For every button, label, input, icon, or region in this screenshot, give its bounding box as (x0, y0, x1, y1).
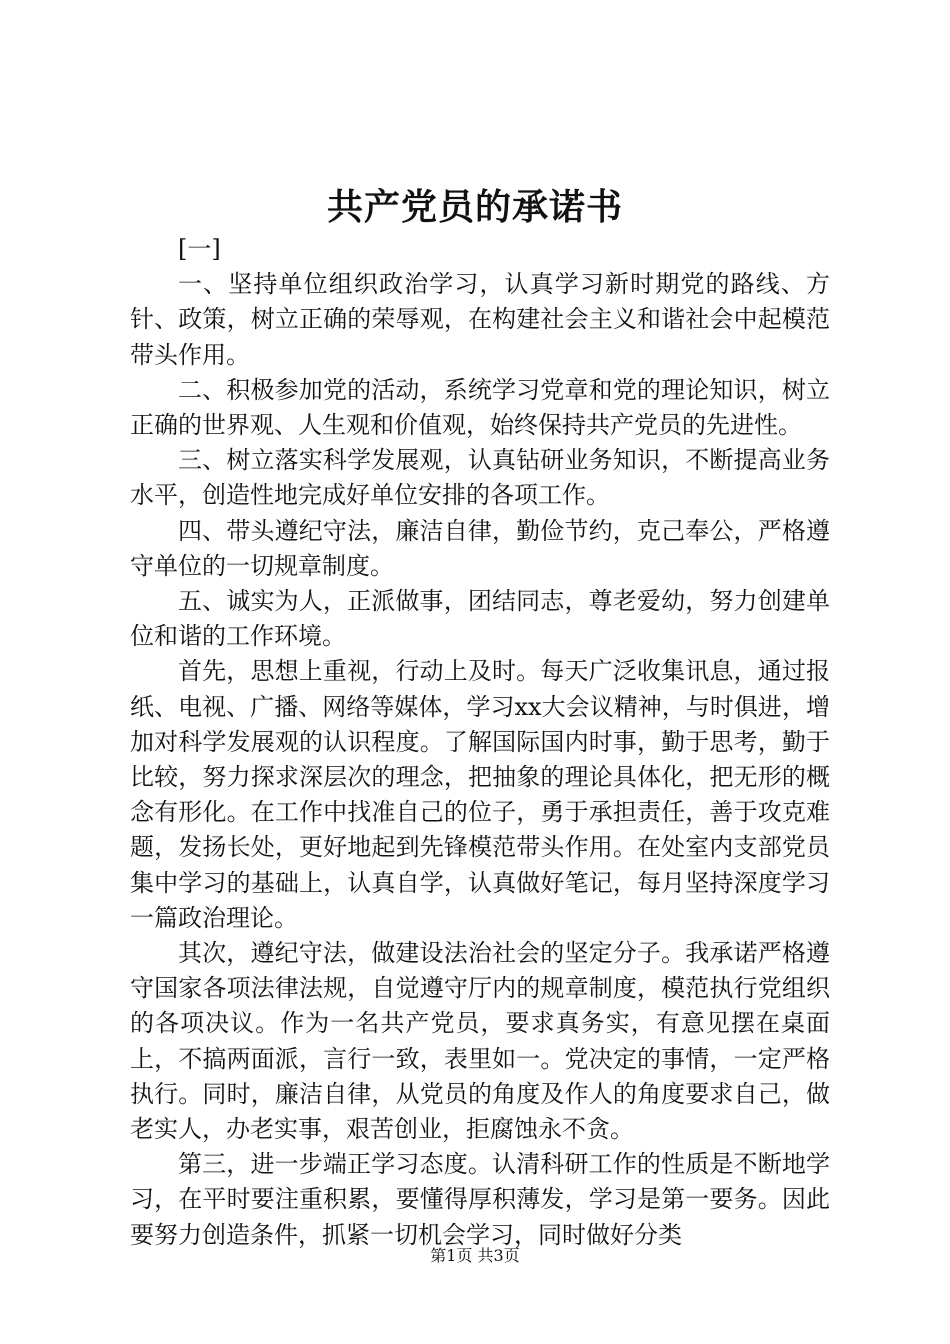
document-title: 共产党员的承诺书 (326, 186, 623, 228)
paragraph-first: 首先，思想上重视，行动上及时。每天广泛收集讯息，通过报纸、电视、广播、网络等媒体，学习xx大会议精神，与时俱进，增加对科学发展观的认识程度。了解国际国内时事，勤于思考，勤于比较，努力探求深层次的理念，把抽象的理论具体化，把无形的概念有形化。在工作中找准自己的位子，勇于承担责任，善于攻克难题，发扬长处，更好地起到先锋模范带头作用。在处室内支部党员集中学习的基础上，认真自学，认真做好笔记，每月坚持深度学习一篇政治理论。 (130, 657, 830, 932)
paragraph-commitment-3: 三、树立落实科学发展观，认真钻研业务知识，不断提高业务水平，创造性地完成好单位安排的各项工作。 (130, 446, 830, 510)
paragraph-commitment-2: 二、积极参加党的活动，系统学习党章和党的理论知识，树立正确的世界观、人生观和价值观，始终保持共产党员的先进性。 (130, 375, 830, 440)
paragraph-third: 第三，进一步端正学习态度。认清科研工作的性质是不断地学习，在平时要注重积累，要懂得厚积薄发，学习是第一要务。因此要努力创造条件，抓紧一切机会学习，同时做好分类 (130, 1150, 830, 1249)
paragraph-commitment-4: 四、带头遵纪守法，廉洁自律，勤俭节约，克己奉公，严格遵守单位的一切规章制度。 (130, 516, 830, 580)
paragraph-commitment-5: 五、诚实为人，正派做事，团结同志，尊老爱幼，努力创建单位和谐的工作环境。 (130, 587, 830, 651)
section-marker: [一] (178, 235, 221, 263)
document-body (130, 232, 830, 1253)
paragraph-commitment-1: 一、坚持单位组织政治学习，认真学习新时期党的路线、方针、政策，树立正确的荣辱观，在构建社会主义和谐社会中起模范带头作用。 (130, 270, 830, 369)
page-number-footer: 第1页 共3页 (430, 1246, 520, 1265)
paragraph-second: 其次，遵纪守法，做建设法治社会的坚定分子。我承诺严格遵守国家各项法律法规，自觉遵守厅内的规章制度，模范执行党组织的各项决议。作为一名共产党员，要求真务实，有意见摆在桌面上，不搞两面派，言行一致，表里如一。党决定的事情，一定严格执行。同时，廉洁自律，从党员的角度及作人的角度要求自己，做老实人，办老实事，艰苦创业，拒腐蚀永不贪。 (130, 939, 830, 1144)
